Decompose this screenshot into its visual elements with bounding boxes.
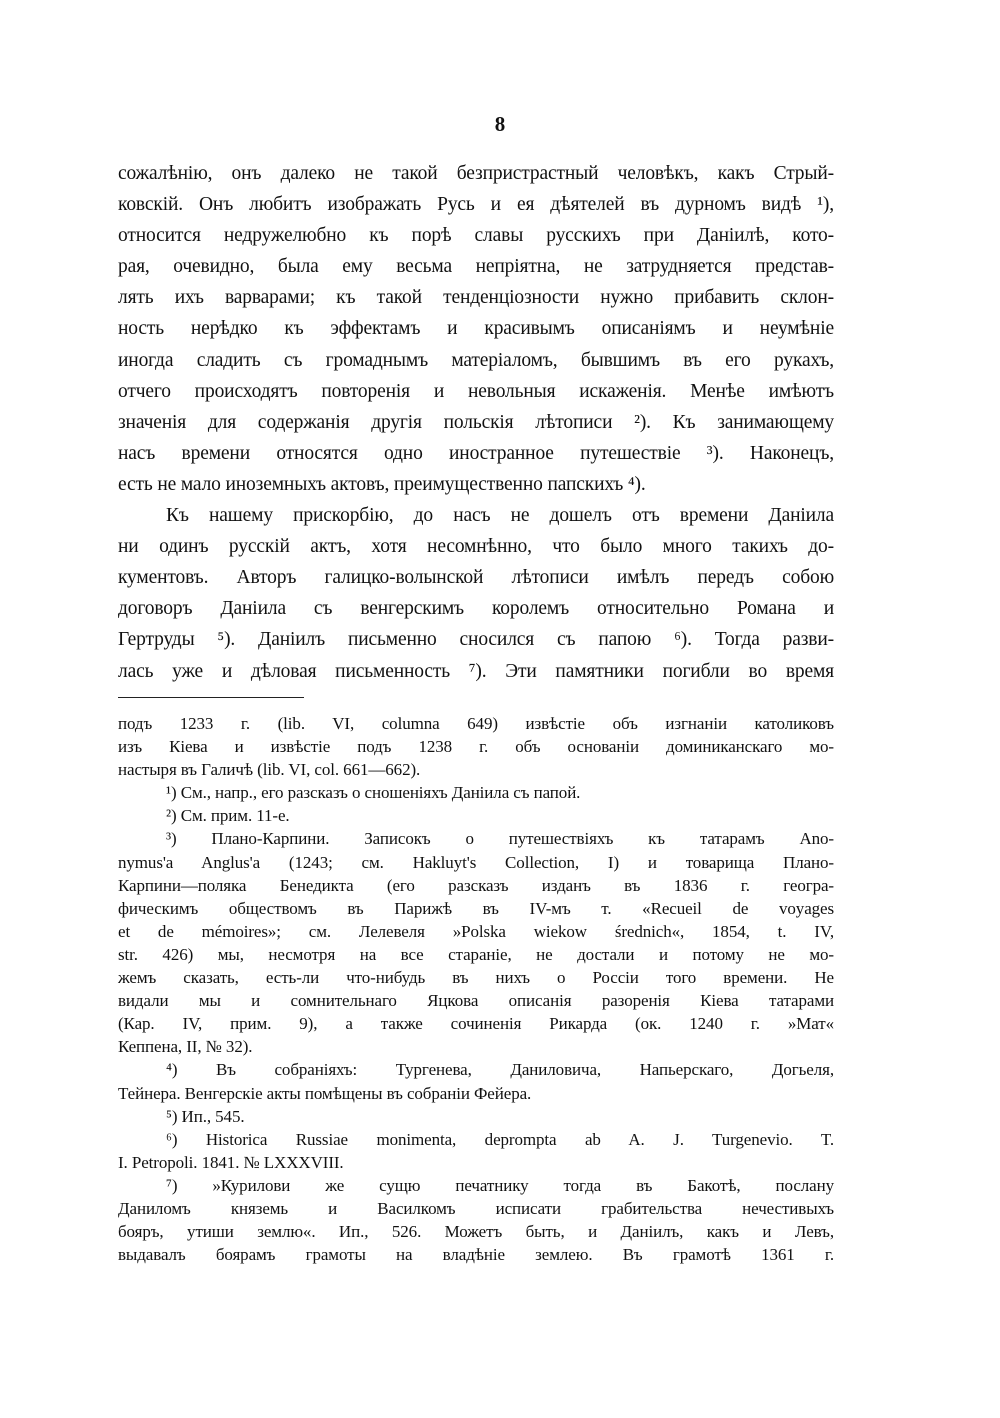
- text-line: ковскій. Онъ любитъ изображать Русь и ея дѣятелей въ дурномъ видѣ ¹),: [118, 194, 834, 216]
- footnote-line: I. Petropoli. 1841. № LXXXVIII.: [118, 1152, 344, 1172]
- footnote-line: Карпини—поляка Бенедикта (его разсказъ изданъ въ 1836 г. геогра-: [118, 875, 834, 895]
- footnote-line: выдавалъ боярамъ грамоты на владѣніе землею. Въ грамотѣ 1361 г.: [118, 1245, 834, 1265]
- page-number: 8: [494, 112, 506, 136]
- footnote-5: ⁵) Ип., 545.: [166, 1106, 245, 1126]
- text-line: насъ времени относятся одно иностранное путешествіе ³). Наконецъ,: [118, 442, 834, 464]
- footnote-1: ¹) См., напр., его разсказъ о сношеніяхъ Даніила съ папой.: [166, 783, 581, 803]
- text-line: иногда сладить съ громаднымъ матеріаломъ, бывшимъ въ его рукахъ,: [118, 349, 834, 371]
- text-line: Гертруды ⁵). Даніилъ письменно сносился съ папою ⁶). Тогда разви-: [118, 629, 834, 651]
- main-text: [118, 158, 834, 687]
- footnote-line: видали мы и сомнительнаго Яцкова описанія разоренія Кіева татарами: [118, 991, 834, 1011]
- footnote-line: Кеппена, II, № 32).: [118, 1037, 253, 1057]
- footnote-line: бояръ, утиши землю«. Ип., 526. Можетъ быть, и Даніилъ, какъ и Левъ,: [118, 1222, 834, 1242]
- text-line: Къ нашему прискорбію, до насъ не дошелъ отъ времени Даніила: [166, 505, 834, 527]
- footnote-2: ²) См. прим. 11-е.: [166, 806, 290, 826]
- text-line: есть не мало иноземныхъ актовъ, преимущественно папскихъ ⁴).: [118, 473, 646, 495]
- footnote-6: ⁶) Historica Russiae monimenta, deprompta ab A. J. Turgenevio. T.: [166, 1129, 834, 1149]
- footnote-line: et de mémoires»; см. Лелевеля »Polska wiekow średnich«, 1854, t. IV,: [118, 921, 834, 941]
- text-line: лять ихъ варварами; къ такой тенденціозности нужно прибавить склон-: [118, 287, 834, 309]
- text-line: отчего происходятъ повторенія и невольныя искаженія. Менѣе имѣютъ: [118, 380, 834, 402]
- text-line: ность нерѣдко къ эффектамъ и красивымъ описаніямъ и неумѣніе: [118, 318, 834, 340]
- footnote-4: ⁴) Въ собраніяхъ: Тургенева, Даниловича, Напьерскаго, Догьеля,: [166, 1060, 834, 1080]
- footnote-line: str. 426) мы, несмотря на все стараніе, не достали и потому не мо-: [118, 944, 834, 964]
- text-line: кументовъ. Авторъ галицко-волынской лѣтописи имѣлъ передъ собою: [118, 567, 834, 589]
- footnote-line: Тейнера. Венгерскіе акты помѣщены въ собраніи Фейера.: [118, 1083, 532, 1103]
- footnote-line: (Кар. IV, прим. 9), а также сочиненія Рикарда (ок. 1240 г. »Мат«: [118, 1014, 834, 1034]
- text-line: рая, очевидно, была ему весьма непріятна, не затрудняется представ-: [118, 256, 834, 278]
- footnote-line: подъ 1233 г. (lib. VI, columna 649) извѣстіе объ изгнаніи католиковъ: [118, 714, 834, 733]
- text-line: значенія для содержанія другія польскія лѣтописи ²). Къ занимающему: [118, 411, 834, 433]
- text-line: ни одинъ русскій актъ, хотя несомнѣнно, что было много такихъ до-: [118, 536, 834, 558]
- footnote-line: изъ Кіева и извѣстіе подъ 1238 г. объ основаніи доминиканскаго мо-: [118, 737, 834, 757]
- text-line: лась уже и дѣловая письменность ⁷). Эти памятники погибли во время: [118, 660, 834, 682]
- footnote-line: nymus'a Anglus'a (1243; см. Hakluyt's Collection, I) и товарища Плано-: [118, 852, 834, 872]
- footnote-3: ³) Плано-Карпини. Записокъ о путешествіяхъ къ татарамъ Ano-: [166, 829, 834, 849]
- footnotes: [118, 712, 834, 1266]
- footnote-line: Даниломъ княземь и Василкомъ исписати грабительства нечестивыхъ: [118, 1198, 834, 1218]
- footnote-separator: [118, 697, 304, 698]
- text-line: относится недружелюбно къ порѣ славы русскихъ при Даніилѣ, кото-: [118, 225, 834, 247]
- text-line: договоръ Даніила съ венгерскимъ королемъ относительно Романа и: [118, 598, 834, 620]
- text-line: сожалѣнію, онъ далеко не такой безпристрастный человѣкъ, какъ Стрый-: [118, 163, 834, 184]
- footnote-7: ⁷) »Курилови же сущю печатнику тогда въ Бакотѣ, послану: [166, 1175, 834, 1195]
- footnote-line: фическимъ обществомъ въ Парижѣ въ IV-мъ т. «Recueil de voyages: [118, 898, 834, 918]
- footnote-line: жемъ сказать, есть-ли что-нибудь въ нихъ о Россіи того времени. Не: [118, 968, 834, 988]
- footnote-line: настыря въ Галичѣ (lib. VI, col. 661—662).: [118, 760, 421, 780]
